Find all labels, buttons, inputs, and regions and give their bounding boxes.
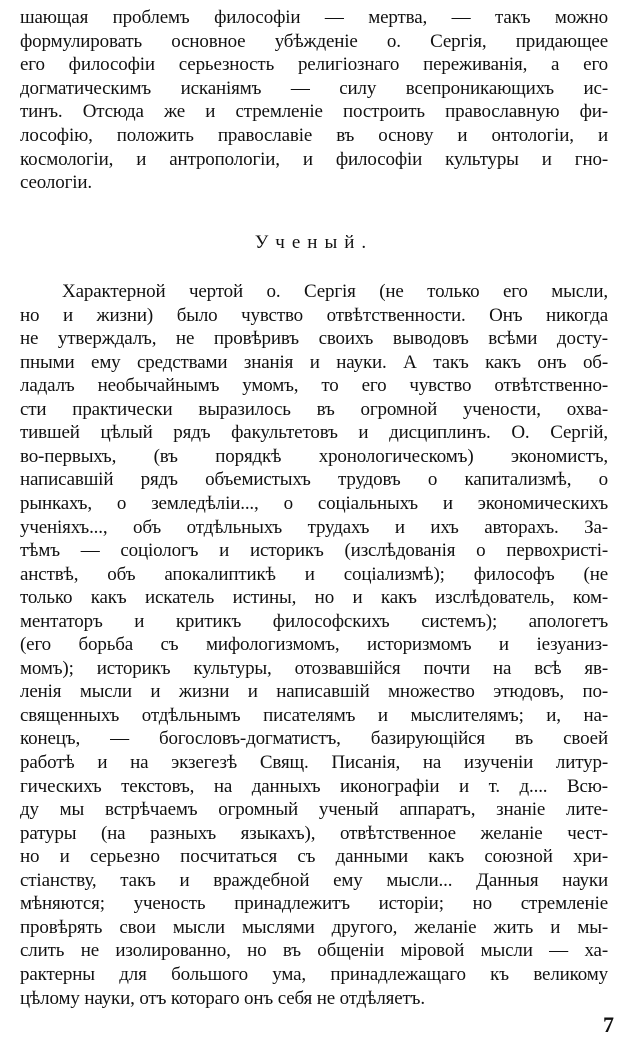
text-line: работѣ и на экзегезѣ Свящ. Писанія, на изученіи литур- [20, 752, 608, 773]
text-line: ду мы встрѣчаемъ огромный ученый аппаратъ, знаніе лите- [20, 799, 608, 821]
text-line: рактерны для большого ума, принадлежащаго къ великому [20, 963, 608, 985]
text-line: провѣрять свои мысли мыслями другого, желаніе жить и мы- [20, 916, 608, 938]
text-line: ратуры (на разныхъ языкахъ), отвѣтственное желаніе чест- [20, 822, 608, 844]
text-line: во-первыхъ, (въ порядкѣ хронологическомъ) экономистъ, [20, 445, 608, 467]
text-line: пными ему средствами знанія и науки. А такъ какъ онъ об- [20, 351, 608, 373]
text-line: ладалъ необычайнымъ умомъ, то его чувство отвѣтственно- [20, 375, 608, 397]
text-line: но и серьезно посчитаться съ данными какъ союзной хри- [20, 846, 608, 868]
text-line: гическихъ текстовъ, на данныхъ иконографіи и т. д.... Всю- [20, 775, 608, 797]
text-line: тившей цѣлый рядъ факультетовъ и дисциплинъ. О. Сергій, [20, 422, 608, 444]
text-line: слить не изолированно, но въ общеніи міровой мысли — ха- [20, 940, 608, 962]
text-line: ученіяхъ..., объ отдѣльныхъ трудахъ и ихъ авторахъ. За- [20, 516, 608, 538]
text-line: стіанству, такъ и враждебной ему мысли... Данныя науки [20, 869, 608, 891]
text-line: цѣлому науки, отъ котораго онъ себя не отдѣляетъ. [20, 987, 425, 1009]
text-line: (его борьба съ мифологизмомъ, историзмомъ и іезуаниз- [20, 634, 608, 656]
text-line: тинъ. Отсюда же и стремленіе построить православную фи- [20, 101, 608, 123]
text-line: рынкахъ, о земледѣліи..., о соціальныхъ и экономическихъ [20, 492, 608, 514]
text-line: его философіи серьезность религіознаго переживанія, а его [20, 54, 608, 76]
text-line: лософію, положить православіе въ основу и онтологіи, и [20, 125, 608, 146]
text-line: написавшій рядъ объемистыхъ трудовъ о капитализмѣ, о [20, 469, 608, 491]
text-line: но и жизни) было чувство отвѣтственности. Онъ никогда [20, 304, 608, 326]
text-line: шающая проблемъ философіи — мертва, — такъ можно [20, 7, 608, 28]
page-number: 7 [603, 1012, 614, 1037]
text-line: догматическимъ исканіямъ — силу всепроникающихъ ис- [20, 77, 608, 99]
section-heading: Ученый. [254, 232, 374, 253]
text-line: конецъ, — богословъ-догматистъ, базирующійся въ своей [20, 728, 608, 750]
text-line: космологіи, и антропологіи, и философіи культуры и гно- [20, 148, 608, 170]
text-line: ленія мысли и жизни и написавшій множество этюдовъ, по- [20, 681, 608, 703]
text-line: тѣмъ — соціологъ и историкъ (изслѣдованія о первохристі- [20, 540, 608, 562]
text-line: анствѣ, объ апокалиптикѣ и соціализмѣ); философъ (не [20, 563, 608, 585]
text-line: священныхъ отдѣльнымъ писателямъ и мыслителямъ; и, на- [20, 704, 608, 726]
text-line: формулировать основное убѣжденіе о. Сергія, придающее [20, 30, 608, 52]
text-line: только какъ искатель истины, но и какъ изслѣдователь, ком- [20, 587, 608, 609]
text-line: Характерной чертой о. Сергія (не только его мысли, [62, 281, 608, 302]
text-line: сеологіи. [20, 172, 92, 194]
text-line: мѣняются; ученость принадлежитъ исторіи; но стремленіе [20, 893, 608, 915]
text-line: сти практически выразилось въ огромной учености, охва- [20, 398, 608, 420]
text-line: ментаторъ и критикъ философскихъ системъ); апологетъ [20, 610, 608, 632]
text-line: не утверждалъ, не провѣривъ своихъ выводовъ всѣми досту- [20, 328, 608, 350]
text-line: момъ); историкъ культуры, отозвавшійся почти на всѣ яв- [20, 657, 608, 679]
